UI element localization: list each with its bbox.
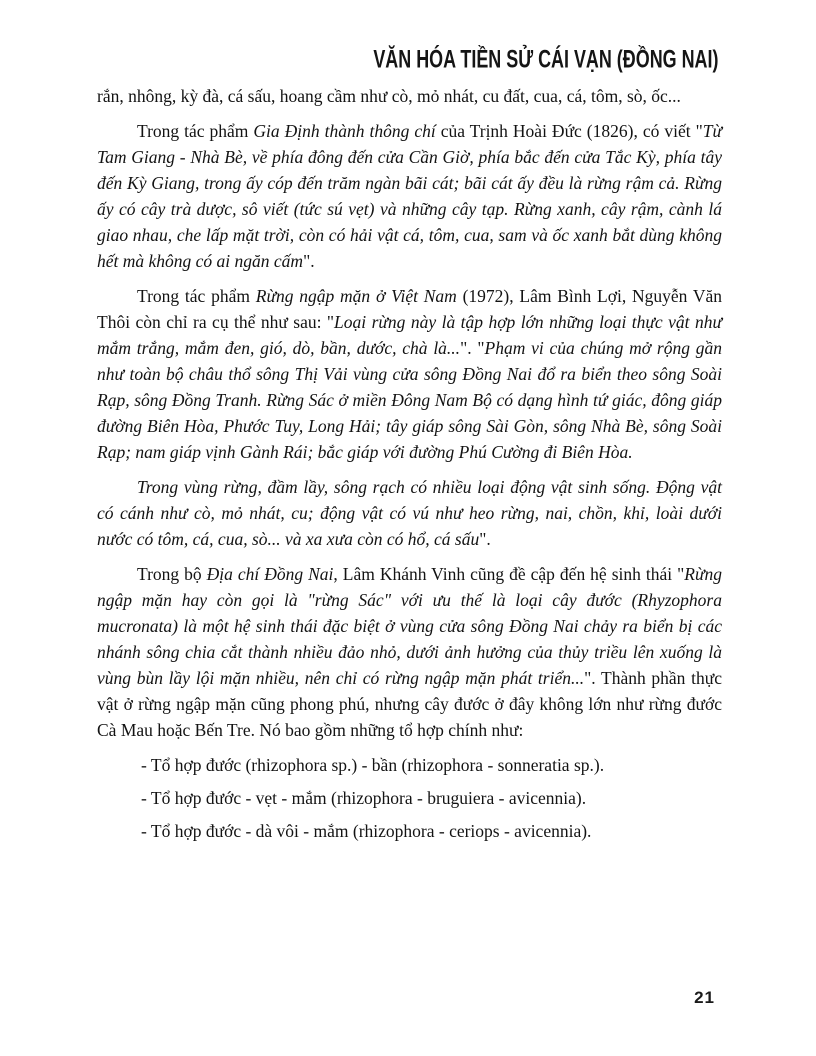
text-run: ". [303, 251, 315, 271]
text-run: Trong tác phẩm [137, 121, 254, 141]
paragraph [97, 283, 722, 465]
italic-text-run: Rừng ngập mặn hay còn gọi là "rừng Sác" với ưu thế là loại cây đước (Rhyzophora mucronata) là một hệ sinh thái đặc biệt ở vùng cửa sông Đồng Nai chảy ra biển bị các nhánh sông chia cắt thành nhiều đảo nhỏ, dưới ảnh hưởng của thủy triều lên xuống là vùng bùn lầy lội mặn nhiều, nên chỉ có rừng ngập mặn phát triển... [97, 564, 722, 688]
running-header: VĂN HÓA TIỀN SỬ CÁI VẠN (ĐỒNG NAI) [372, 44, 718, 73]
text-run: ". [479, 529, 491, 549]
text-run: , Lâm Khánh Vinh cũng đề cập đến hệ sinh thái " [333, 564, 685, 584]
italic-text-run: Địa chí Đồng Nai [206, 564, 334, 584]
paragraph [97, 474, 722, 552]
text-run: - Tổ hợp đước (rhizophora sp.) - bần (rhizophora - sonneratia sp.). [141, 755, 605, 775]
paragraph [97, 83, 722, 109]
text-run: Trong tác phẩm [137, 286, 256, 306]
italic-text-run: Phạm vi của chúng mở rộng gần như toàn bộ châu thổ sông Thị Vải vùng cửa sông Đồng Nai đổ ra biển theo sông Soài Rạp, sông Đồng Tranh. Rừng Sác ở miền Đông Nam Bộ có dạng hình tứ giác, đông giáp đường Biên Hòa, Phước Tuy, Long Hải; tây giáp sông Sài Gòn, sông Nhà Bè, sông Soài Rạp; nam giáp vịnh Gành Rái; bắc giáp với đường Phú Cường đi Biên Hòa. [97, 338, 722, 462]
text-run: - Tổ hợp đước - dà vôi - mắm (rhizophora - ceriops - avicennia). [141, 821, 592, 841]
list-item [141, 785, 722, 811]
text-run: rắn, nhông, kỳ đà, cá sấu, hoang cầm như cò, mỏ nhát, cu đất, cua, cá, tôm, sò, ốc... [97, 86, 681, 106]
italic-text-run: Rừng ngập mặn ở Việt Nam [255, 286, 457, 306]
text-run: Trong bộ [137, 564, 207, 584]
text-run: - Tổ hợp đước - vẹt - mắm (rhizophora - bruguiera - avicennia). [141, 788, 587, 808]
italic-text-run: Từ Tam Giang - Nhà Bè, về phía đông đến cửa Cần Giờ, phía bắc đến cửa Tắc Kỳ, phía tây đến Kỳ Giang, trong ấy cóp đến trăm ngàn bãi cát; bãi cát ấy đều là rừng rậm cả. Rừng ấy có cây trà dược, sô viết (tức sú vẹt) và những cây tạp. Rừng xanh, cây rậm, cành lá giao nhau, che lấp mặt trời, còn có hải vật cá, tôm, cua, sam và ốc xanh bắt dùng không hết mà không có ai ngăn cấm [97, 121, 722, 271]
italic-text-run: Gia Định thành thông chí [253, 121, 436, 141]
page-number: 21 [694, 988, 715, 1007]
list-item [141, 818, 722, 844]
text-run: của Trịnh Hoài Đức (1826), có viết " [435, 121, 703, 141]
paragraph [97, 561, 722, 743]
list-item [141, 752, 722, 778]
text-run: (1972), Lâm Bình Lợi, Nguyễn Văn Thôi còn chỉ ra cụ thể như sau: " [97, 286, 723, 332]
text-run: ". " [460, 338, 485, 358]
text-run: ". Thành phần thực vật ở rừng ngập mặn cũng phong phú, nhưng cây đước ở đây không lớn như rừng đước Cà Mau hoặc Bến Tre. Nó bao gồm những tổ hợp chính như: [97, 668, 722, 740]
body-text [97, 83, 722, 851]
paragraph [97, 118, 722, 274]
italic-text-run: Trong vùng rừng, đầm lầy, sông rạch có nhiều loại động vật sinh sống. Động vật có cánh như cò, mỏ nhát, cu; động vật có vú như heo rừng, nai, chồn, khỉ, loài dưới nước có tôm, cá, cua, sò... và xa xưa còn có hổ, cá sấu [97, 477, 722, 549]
italic-text-run: Loại rừng này là tập hợp lớn những loại thực vật như mắm trắng, mắm đen, gió, dò, bần, dước, chà là... [97, 312, 722, 358]
